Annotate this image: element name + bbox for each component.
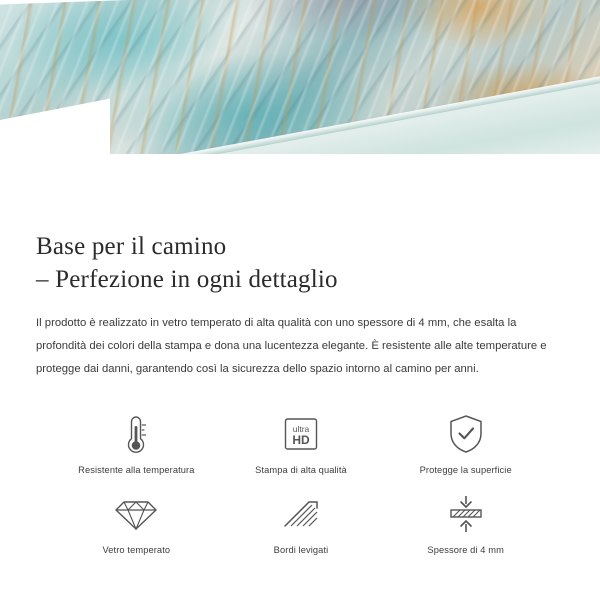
feature-grid xyxy=(36,407,566,557)
feature-print-quality xyxy=(219,407,384,477)
feature-polished-edges xyxy=(219,487,384,557)
diamond-icon xyxy=(114,491,158,537)
feature-label: Resistente alla temperatura xyxy=(78,465,195,476)
description-paragraph: Il prodotto è realizzato in vetro temperato di alta qualità con uno spessore di 4 mm, che esalta la profondità dei colori della stampa e dona una lucentezza elegante. È resistente alle alte temperature e protegge dai danni, garantendo così la sicurezza dello spazio intorno al camino per anni. xyxy=(36,317,547,376)
feature-label: Protegge la superficie xyxy=(419,465,512,476)
hero-image xyxy=(0,0,600,212)
feature-thickness xyxy=(383,487,548,557)
feature-label: Spessore di 4 mm xyxy=(427,545,504,556)
content-block xyxy=(0,212,600,557)
polished-edges-icon xyxy=(279,491,323,537)
ultra-hd-icon xyxy=(280,411,322,457)
feature-surface-protection xyxy=(383,407,548,477)
headline-line-2: – Perfezione in ogni dettaglio xyxy=(36,266,338,293)
feature-temperature-resistant xyxy=(54,407,219,477)
feature-label: Stampa di alta qualità xyxy=(255,465,347,476)
page-title xyxy=(36,230,566,296)
feature-tempered-glass xyxy=(54,487,219,557)
headline-line-1: Base per il camino xyxy=(36,233,227,260)
thickness-4mm-icon xyxy=(444,491,488,537)
feature-label: Bordi levigati xyxy=(273,545,329,556)
shield-check-icon xyxy=(446,411,486,457)
thermometer-icon xyxy=(119,411,153,457)
svg-text:HD: HD xyxy=(292,433,310,448)
feature-label: Vetro temperato xyxy=(102,545,171,556)
svg-text:ultra: ultra xyxy=(292,424,310,435)
